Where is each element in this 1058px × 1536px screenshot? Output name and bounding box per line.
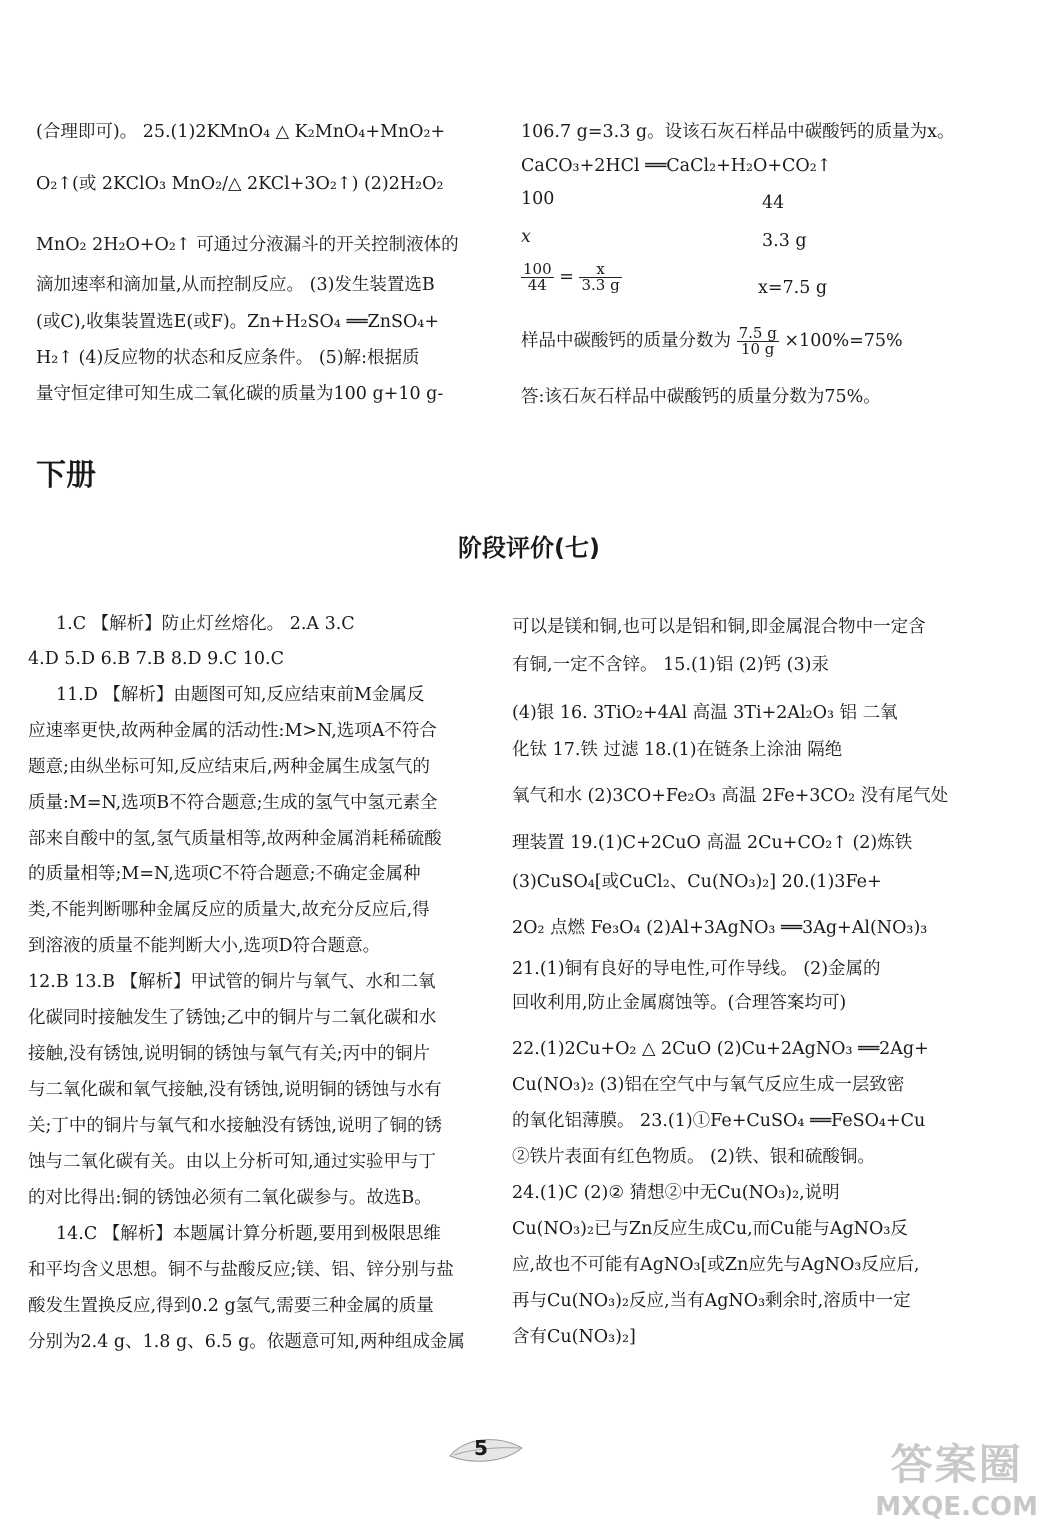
text-line: (3)CuSO₄[或CuCl₂、Cu(NO₃)₂] 20.(1)3Fe+ <box>512 872 882 892</box>
fraction-denominator: 44 <box>527 276 547 294</box>
text-line: 化碳同时接触发生了锈蚀;乙中的铜片与二氧化碳和水 <box>28 1008 437 1028</box>
text-line: 的氧化铝薄膜。 23.(1)①Fe+CuSO₄ ══FeSO₄+Cu <box>512 1111 926 1131</box>
text-line: 题意;由纵坐标可知,反应结束后,两种金属生成氢气的 <box>28 757 431 777</box>
chem-equation: CaCO₃+2HCl ══CaCl₂+H₂O+CO₂↑ <box>521 156 832 176</box>
text-line: 应,故也不可能有AgNO₃[或Zn应先与AgNO₃反应后, <box>512 1255 920 1275</box>
text-line: 化钛 17.铁 过滤 18.(1)在链条上涂油 隔绝 <box>512 740 843 760</box>
fraction-numerator: 100 <box>523 260 552 278</box>
text-line: O₂↑(或 2KClO₃ MnO₂/△ 2KCl+3O₂↑) (2)2H₂O₂ <box>36 174 444 194</box>
text-line: ②铁片表面有红色物质。 (2)铁、银和硫酸铜。 <box>512 1147 875 1167</box>
text-line: 酸发生置换反应,得到0.2 g氢气,需要三种金属的质量 <box>28 1296 434 1316</box>
text-line: 含有Cu(NO₃)₂] <box>512 1327 636 1347</box>
text-line: (或C),收集装置选E(或F)。Zn+H₂SO₄ ══ZnSO₄+ <box>36 312 439 332</box>
text-line: 氧气和水 (2)3CO+Fe₂O₃ 高温 2Fe+3CO₂ 没有尾气处 <box>512 786 949 806</box>
mass-caco3: 100 <box>521 189 555 209</box>
section-title: 下册 <box>36 458 96 493</box>
text-line: 14.C 【解析】本题属计算分析题,要用到极限思维 <box>56 1224 441 1244</box>
text-line: (4)银 16. 3TiO₂+4Al 高温 3Ti+2Al₂O₃ 铝 二氧 <box>512 703 898 723</box>
text-line: 部来自酸中的氢,氢气质量相等,故两种金属消耗稀硫酸 <box>28 829 442 849</box>
var-x: x <box>521 227 531 247</box>
text-line: H₂↑ (4)反应物的状态和反应条件。 (5)解:根据质 <box>36 348 420 368</box>
text-line: 滴加速率和滴加量,从而控制反应。 (3)发生装置选B <box>36 275 435 295</box>
text-line: 22.(1)2Cu+O₂ △ 2CuO (2)Cu+2AgNO₃ ══2Ag+ <box>512 1039 929 1059</box>
fraction-numerator: x <box>579 262 621 278</box>
watermark-en: MXQE.COM <box>875 1492 1038 1522</box>
text-line: MnO₂ 2H₂O+O₂↑ 可通过分液漏斗的开关控制液体的 <box>36 235 459 255</box>
text-line: 蚀与二氧化碳有关。由以上分析可知,通过实验甲与丁 <box>28 1152 437 1172</box>
text-line: 的质量相等;M=N,选项C不符合题意;不确定金属种 <box>28 864 421 884</box>
page-number: 5 <box>474 1436 488 1460</box>
watermark-logo <box>875 1432 1038 1522</box>
text-line: 与二氧化碳和氧气接触,没有锈蚀,说明铜的锈蚀与水有 <box>28 1080 442 1100</box>
text-line: 分别为2.4 g、1.8 g、6.5 g。依题意可知,两种组成金属 <box>28 1332 465 1352</box>
text-line: 可以是镁和铜,也可以是铝和铜,即金属混合物中一定含 <box>512 617 926 637</box>
watermark-cn: 答案圈 <box>890 1440 1023 1489</box>
text-line: 再与Cu(NO₃)₂反应,当有AgNO₃剩余时,溶质中一定 <box>512 1291 911 1311</box>
text-line: 质量:M=N,选项B不符合题意;生成的氢气中氢元素全 <box>28 793 438 813</box>
ratio-fraction: $\frac{100}{44}$ = $\frac{x}{3.3 g}$ <box>523 260 620 294</box>
text-line: (合理即可)。 25.(1)2KMnO₄ △ K₂MnO₄+MnO₂+ <box>36 122 446 142</box>
text-line: 到溶液的质量不能判断大小,选项D符合题意。 <box>28 936 381 956</box>
text-line: 量守恒定律可知生成二氧化碳的质量为100 g+10 g- <box>36 384 444 404</box>
text-line: 1.C 【解析】防止灯丝熔化。 2.A 3.C <box>56 614 355 634</box>
text-line: 回收利用,防止金属腐蚀等。(合理答案均可) <box>512 993 847 1013</box>
text-line: 4.D 5.D 6.B 7.B 8.D 9.C 10.C <box>28 649 284 669</box>
text-line: 有铜,一定不含锌。 15.(1)铝 (2)钙 (3)汞 <box>512 655 829 675</box>
text-line: 24.(1)C (2)② 猜想②中无Cu(NO₃)₂,说明 <box>512 1183 840 1203</box>
mass-fraction-suffix: ×100%=75% <box>784 331 903 351</box>
fraction-numerator: 7.5 g <box>738 324 777 342</box>
text-line: 11.D 【解析】由题图可知,反应结束前M金属反 <box>56 685 425 705</box>
fraction-denominator: 3.3 g <box>581 276 620 294</box>
text-line: 关;丁中的铜片与氧气和水接触没有锈蚀,说明了铜的锈 <box>28 1116 442 1136</box>
text-line: 106.7 g=3.3 g。设该石灰石样品中碳酸钙的质量为x。 <box>521 122 955 142</box>
stage-title: 阶段评价(七) <box>458 534 600 562</box>
text-line: 2O₂ 点燃 Fe₃O₄ (2)Al+3AgNO₃ ══3Ag+Al(NO₃)₃ <box>512 918 928 938</box>
answer-line: 答:该石灰石样品中碳酸钙的质量分数为75%。 <box>521 387 881 407</box>
text-line: 的对比得出:铜的锈蚀必须有二氧化碳参与。故选B。 <box>28 1188 432 1208</box>
text-line: 应速率更快,故两种金属的活动性:M>N,选项A不符合 <box>28 721 437 741</box>
mass-fraction-prefix: 样品中碳酸钙的质量分数为 <box>521 331 731 351</box>
text-line: 理装置 19.(1)C+2CuO 高温 2Cu+CO₂↑ (2)炼铁 <box>512 833 913 853</box>
fraction-75-10 <box>737 326 779 357</box>
fraction-x-33 <box>579 262 621 293</box>
result-x: x=7.5 g <box>758 278 828 298</box>
text-line: 类,不能判断哪种金属反应的质量大,故充分反应后,得 <box>28 900 430 920</box>
text-line: 21.(1)铜有良好的导电性,可作导线。 (2)金属的 <box>512 959 881 979</box>
text-line: Cu(NO₃)₂已与Zn反应生成Cu,而Cu能与AgNO₃反 <box>512 1219 908 1239</box>
mass-fraction-line <box>521 326 903 357</box>
mass-co2: 44 <box>762 193 785 213</box>
fraction-100-44 <box>521 262 554 293</box>
text-line: 和平均含义思想。铜不与盐酸反应;镁、铝、锌分别与盐 <box>28 1260 454 1280</box>
text-line: Cu(NO₃)₂ (3)铝在空气中与氧气反应生成一层致密 <box>512 1075 905 1095</box>
text-line: 接触,没有锈蚀,说明铜的锈蚀与氧气有关;丙中的铜片 <box>28 1044 431 1064</box>
fraction-denominator: 10 g <box>740 340 775 358</box>
val-co2-mass: 3.3 g <box>762 231 807 251</box>
text-line: 12.B 13.B 【解析】甲试管的铜片与氧气、水和二氧 <box>28 972 436 992</box>
